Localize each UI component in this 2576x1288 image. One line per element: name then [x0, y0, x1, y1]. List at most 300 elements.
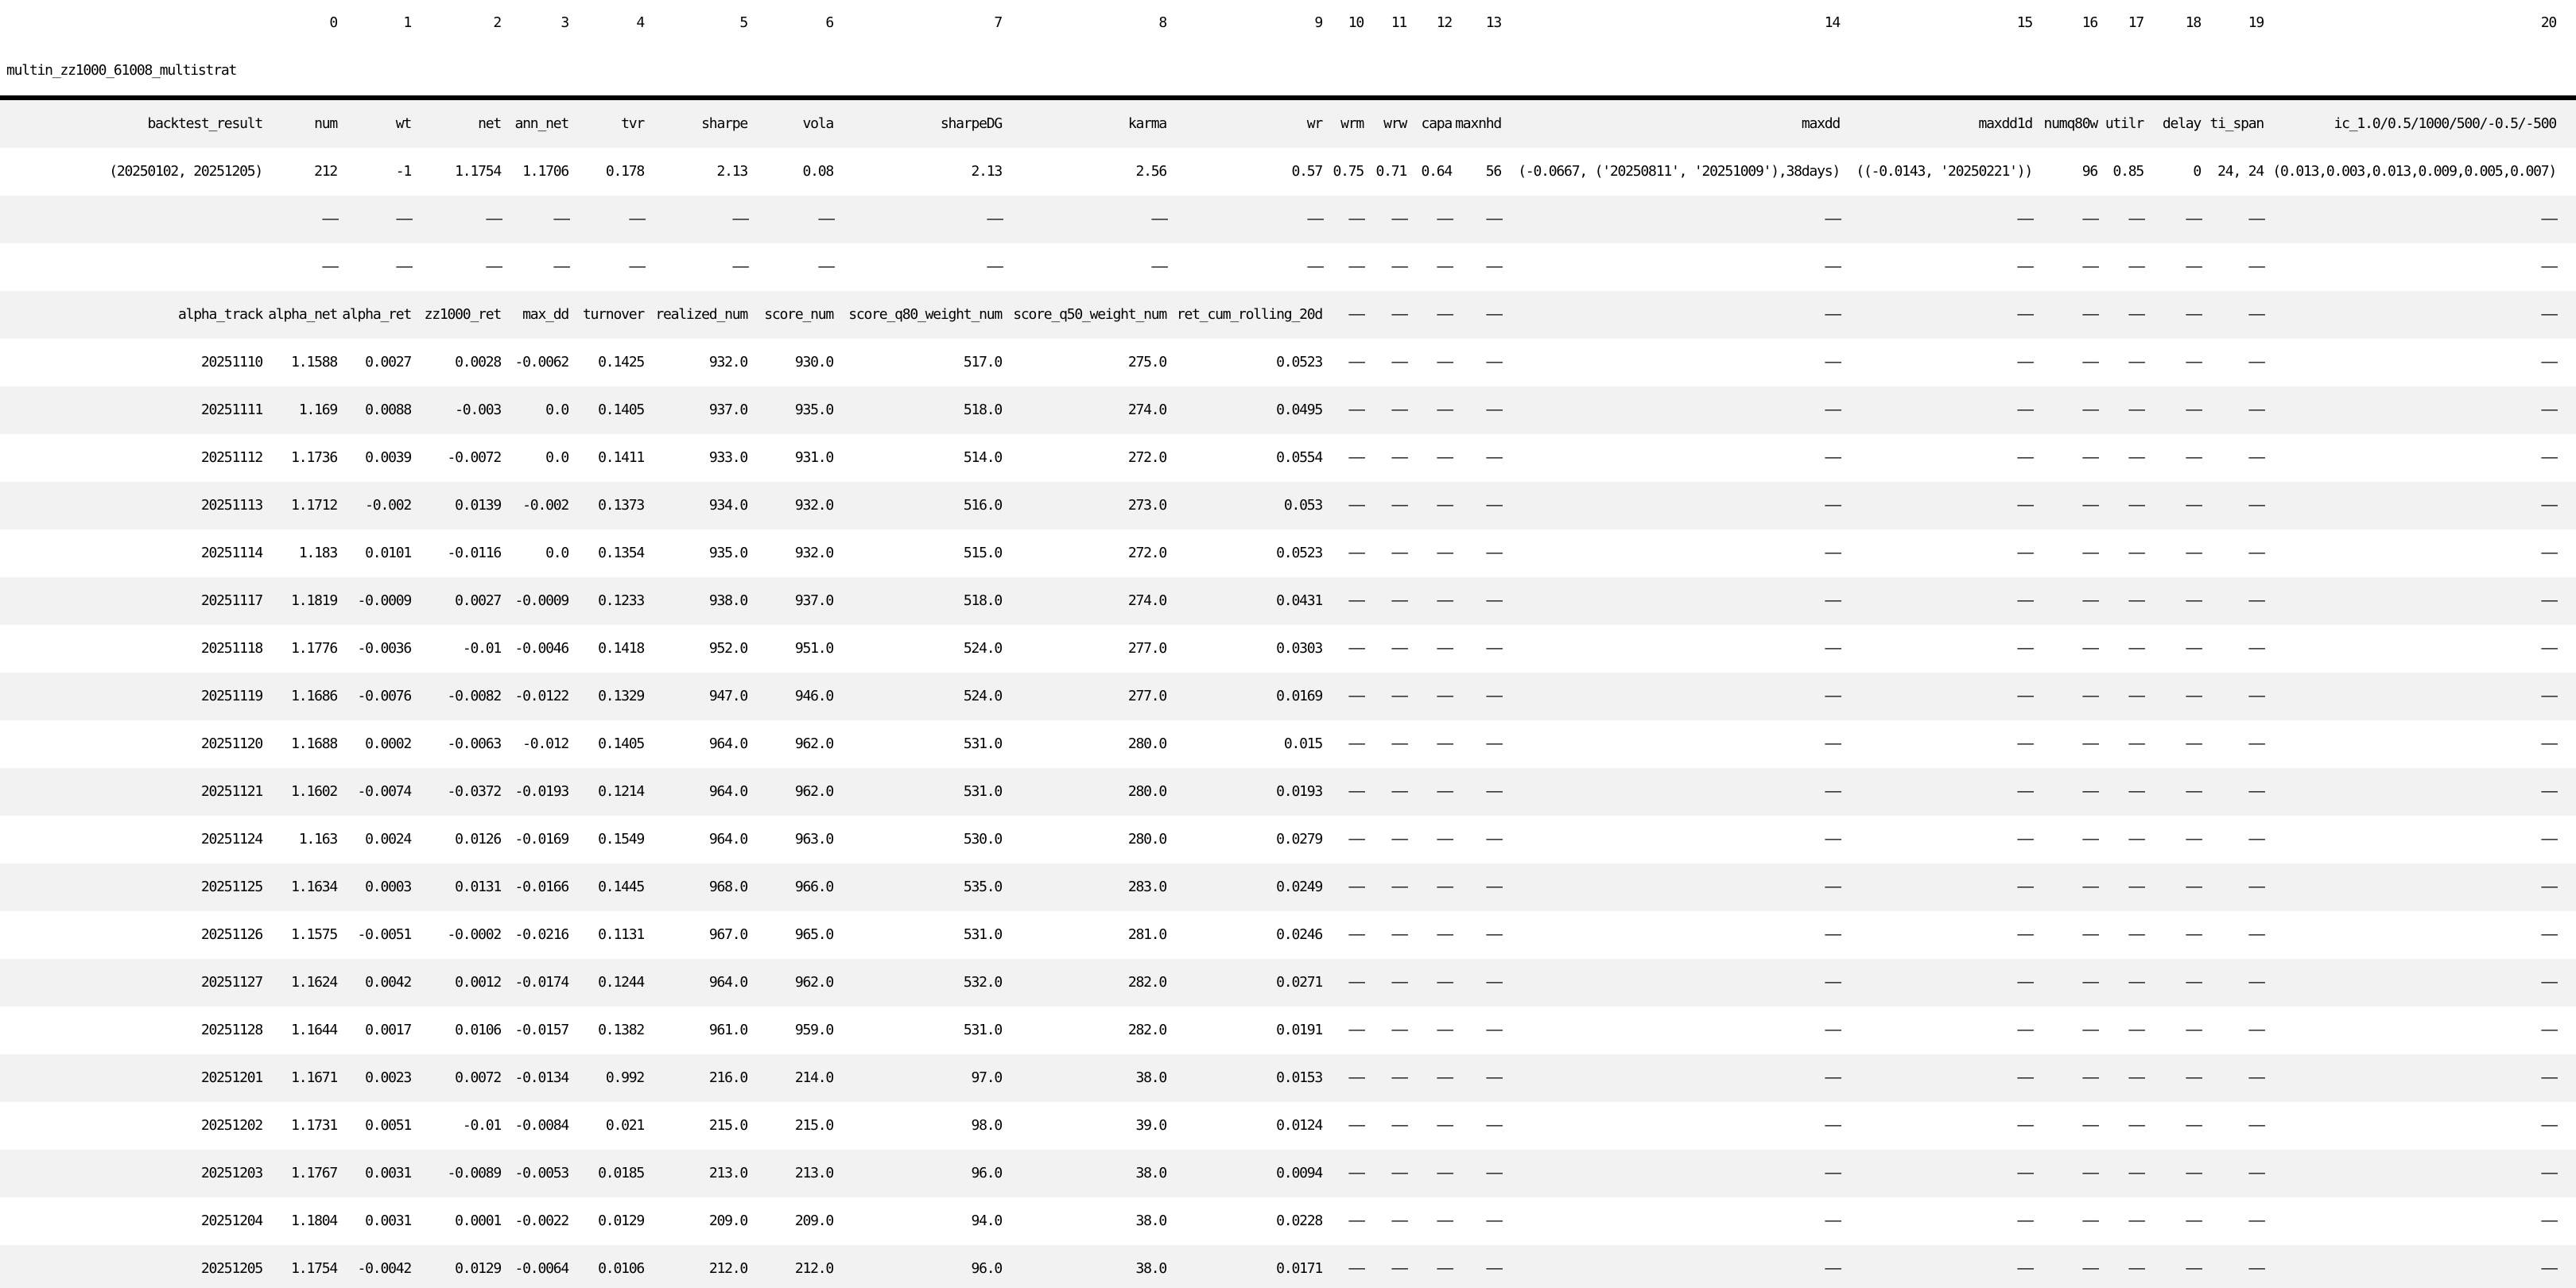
table-cell: -0.0022: [514, 1212, 568, 1229]
missing-value-dash: —: [2082, 1069, 2097, 1086]
table-cell: [568, 196, 644, 243]
table-cell: [2032, 530, 2097, 577]
missing-value-dash: —: [2128, 306, 2143, 323]
missing-value-dash: —: [2248, 1069, 2264, 1086]
missing-value-dash: —: [1391, 402, 1406, 418]
table-cell: [2143, 196, 2201, 243]
table-cell: 0.053: [1166, 482, 1322, 530]
table-cell: [2097, 673, 2143, 720]
missing-value-dash: —: [1825, 354, 1840, 370]
table-cell: [1364, 911, 1406, 959]
table-cell: [411, 196, 501, 243]
column-index-cell: [0, 0, 262, 46]
table-cell: [1364, 196, 1406, 243]
missing-value-dash: —: [1348, 831, 1364, 848]
table-cell: 532.0: [833, 959, 1002, 1007]
table-cell: 0.1445: [568, 863, 644, 911]
table-cell: 24, 24: [2217, 163, 2264, 180]
missing-value-dash: —: [1348, 1212, 1364, 1229]
missing-value-dash: —: [1825, 592, 1840, 609]
missing-value-dash: —: [2248, 1165, 2264, 1181]
missing-value-dash: —: [1348, 402, 1364, 418]
missing-value-dash: —: [2541, 1117, 2556, 1134]
table-cell: 277.0: [1127, 640, 1166, 657]
missing-value-dash: —: [1437, 640, 1452, 657]
missing-value-dash: —: [1437, 306, 1452, 323]
row-index-cell: 20251117: [0, 577, 262, 625]
missing-value-dash: —: [1391, 592, 1406, 609]
table-cell: -0.0042: [337, 1245, 411, 1288]
missing-value-dash: —: [1348, 306, 1364, 323]
missing-value-dash: —: [1391, 211, 1406, 227]
table-row: [0, 434, 2576, 482]
table-cell: [1452, 386, 1501, 434]
table-cell: [2143, 673, 2201, 720]
table-cell: 98.0: [971, 1117, 1002, 1134]
table-cell: [1364, 1007, 1406, 1054]
table-cell: 1.1819: [262, 577, 337, 625]
missing-value-dash: —: [2128, 1165, 2143, 1181]
missing-value-dash: —: [2541, 211, 2556, 227]
table-cell: 215.0: [794, 1117, 833, 1134]
table-cell: [2264, 196, 2576, 243]
table-cell: -1: [395, 163, 411, 180]
table-cell: [1840, 1245, 2032, 1288]
table-cell: [1406, 720, 1452, 768]
missing-value-dash: —: [2248, 735, 2264, 752]
table-cell: [1002, 196, 1166, 243]
table-cell: [2264, 959, 2576, 1007]
missing-value-dash: —: [2082, 306, 2097, 323]
table-cell: [1406, 816, 1452, 863]
row-index-cell: 20251113: [0, 482, 262, 530]
table-cell: [2097, 768, 2143, 816]
missing-value-dash: —: [2082, 783, 2097, 800]
missing-value-dash: —: [1825, 926, 1840, 943]
column-header: maxdd1d: [1840, 98, 2032, 148]
table-cell: 964.0: [708, 735, 747, 752]
missing-value-dash: —: [2541, 688, 2556, 704]
missing-value-dash: —: [1825, 449, 1840, 466]
table-cell: [2097, 577, 2143, 625]
table-cell: [2032, 482, 2097, 530]
table-cell: [2264, 386, 2576, 434]
column-header: numq80w: [2032, 98, 2097, 148]
table-cell: 1.1804: [291, 1212, 337, 1229]
table-cell: [1322, 339, 1364, 386]
table-cell: [1501, 530, 1840, 577]
table-cell: [2201, 1150, 2264, 1197]
missing-value-dash: —: [2017, 497, 2032, 514]
table-cell: [833, 243, 1002, 291]
table-cell: 515.0: [963, 545, 1002, 561]
missing-value-dash: —: [1825, 1212, 1840, 1229]
missing-value-dash: —: [2248, 926, 2264, 943]
row-index-cell: 20251201: [0, 1054, 262, 1102]
table-cell: 283.0: [1002, 863, 1166, 911]
table-cell: [2097, 959, 2143, 1007]
table-row: [0, 1054, 2576, 1102]
missing-value-dash: —: [1437, 688, 1452, 704]
table-cell: alpha_ret: [337, 291, 411, 339]
table-cell: 272.0: [1127, 545, 1166, 561]
table-cell: 56: [1485, 163, 1501, 180]
table-cell: [1501, 482, 1840, 530]
missing-value-dash: —: [2128, 831, 2143, 848]
table-row: [0, 196, 2576, 243]
table-cell: [2264, 291, 2576, 339]
table-cell: 39.0: [1135, 1117, 1166, 1134]
table-cell: 0.0106: [568, 1245, 644, 1288]
table-cell: 282.0: [1127, 1022, 1166, 1038]
table-cell: 0.992: [568, 1054, 644, 1102]
table-cell: [1364, 959, 1406, 1007]
table-cell: -0.0089: [411, 1150, 501, 1197]
table-cell: 38.0: [1002, 1054, 1166, 1102]
table-cell: [2097, 625, 2143, 673]
table-cell: 1.163: [298, 831, 337, 848]
table-cell: 0.0554: [1276, 449, 1322, 466]
table-cell: [2097, 291, 2143, 339]
column-index-cell: 8: [1002, 0, 1166, 46]
table-cell: [1452, 243, 1501, 291]
page-title: multin_zz1000_61008_multistrat: [0, 46, 2576, 98]
missing-value-dash: —: [2248, 449, 2264, 466]
table-cell: [2143, 434, 2201, 482]
table-cell: [1840, 196, 2032, 243]
table-cell: [1322, 291, 1364, 339]
missing-value-dash: —: [1486, 497, 1501, 514]
missing-value-dash: —: [1825, 735, 1840, 752]
missing-value-dash: —: [1825, 640, 1840, 657]
table-cell: 38.0: [1002, 1245, 1166, 1288]
column-header: num: [262, 98, 337, 148]
table-cell: [1840, 1197, 2032, 1245]
missing-value-dash: —: [2128, 211, 2143, 227]
table-cell: [2032, 959, 2097, 1007]
table-cell: [1364, 1150, 1406, 1197]
table-cell: [411, 243, 501, 291]
table-cell: 951.0: [794, 640, 833, 657]
table-cell: 38.0: [1135, 1212, 1166, 1229]
table-cell: [1452, 1007, 1501, 1054]
table-cell: [1501, 673, 1840, 720]
missing-value-dash: —: [2082, 497, 2097, 514]
table-cell: 0.0027: [365, 354, 411, 370]
title-row: [0, 46, 2576, 98]
column-index-cell: 10: [1322, 0, 1364, 46]
table-cell: [1322, 816, 1364, 863]
table-cell: [2097, 1054, 2143, 1102]
table-cell: [2032, 863, 2097, 911]
table-cell: [1322, 434, 1364, 482]
table-cell: [1406, 1197, 1452, 1245]
missing-value-dash: —: [2186, 449, 2201, 466]
missing-value-dash: —: [553, 211, 568, 227]
table-cell: [1322, 720, 1364, 768]
table-cell: [2264, 768, 2576, 816]
missing-value-dash: —: [1486, 211, 1501, 227]
table-cell: [2264, 482, 2576, 530]
missing-value-dash: —: [2128, 1260, 2143, 1277]
table-cell: [1406, 1054, 1452, 1102]
column-header: maxdd: [1501, 98, 1840, 148]
missing-value-dash: —: [2128, 640, 2143, 657]
missing-value-dash: —: [2128, 1212, 2143, 1229]
missing-value-dash: —: [2248, 497, 2264, 514]
table-cell: [2201, 720, 2264, 768]
column-header: ann_net: [501, 98, 568, 148]
missing-value-dash: —: [1486, 879, 1501, 895]
table-cell: 959.0: [794, 1022, 833, 1038]
row-index-cell: 20251121: [0, 768, 262, 816]
table-cell: -0.003: [411, 386, 501, 434]
table-cell: 0.1373: [568, 482, 644, 530]
table-cell: [2097, 482, 2143, 530]
table-cell: [1452, 863, 1501, 911]
table-cell: [1406, 1102, 1452, 1150]
missing-value-dash: —: [1486, 1212, 1501, 1229]
table-cell: [2143, 720, 2201, 768]
missing-value-dash: —: [1391, 1117, 1406, 1134]
table-cell: 214.0: [747, 1054, 833, 1102]
table-row: [0, 673, 2576, 720]
table-cell: [262, 243, 337, 291]
table-cell: 0.0002: [365, 735, 411, 752]
table-row: [0, 816, 2576, 863]
table-cell: 0.0024: [365, 831, 411, 848]
missing-value-dash: —: [2541, 974, 2556, 991]
missing-value-dash: —: [1825, 879, 1840, 895]
table-cell: [1322, 1054, 1364, 1102]
table-cell: -0.002: [501, 482, 568, 530]
missing-value-dash: —: [2541, 1069, 2556, 1086]
table-cell: 0.0031: [337, 1150, 411, 1197]
table-row: [0, 386, 2576, 434]
table-cell: 933.0: [708, 449, 747, 466]
table-cell: 0.71: [1375, 163, 1406, 180]
missing-value-dash: —: [1391, 783, 1406, 800]
table-cell: 0.0228: [1276, 1212, 1322, 1229]
missing-value-dash: —: [2541, 1212, 2556, 1229]
table-cell: [1501, 1197, 1840, 1245]
table-cell: [1002, 243, 1166, 291]
row-index-cell: 20251202: [200, 1117, 262, 1134]
table-cell: [2201, 1102, 2264, 1150]
table-cell: 962.0: [747, 768, 833, 816]
table-cell: [2143, 911, 2201, 959]
table-cell: 212: [314, 163, 337, 180]
table-cell: [2143, 530, 2201, 577]
missing-value-dash: —: [2017, 402, 2032, 418]
table-cell: [1452, 673, 1501, 720]
missing-value-dash: —: [2082, 640, 2097, 657]
missing-value-dash: —: [2248, 1022, 2264, 1038]
missing-value-dash: —: [1437, 354, 1452, 370]
table-cell: [1166, 243, 1322, 291]
table-cell: 94.0: [971, 1212, 1002, 1229]
table-cell: 280.0: [1002, 768, 1166, 816]
table-cell: 531.0: [833, 768, 1002, 816]
table-cell: [2201, 577, 2264, 625]
table-cell: 0.0031: [365, 1212, 411, 1229]
missing-value-dash: —: [1486, 258, 1501, 275]
table-cell: [2201, 243, 2264, 291]
table-cell: [1501, 959, 1840, 1007]
row-index-cell: (20250102, 20251205): [109, 163, 262, 180]
table-cell: 282.0: [1002, 959, 1166, 1007]
table-cell: 0.0124: [1276, 1117, 1322, 1134]
missing-value-dash: —: [2541, 402, 2556, 418]
missing-value-dash: —: [2541, 783, 2556, 800]
table-cell: [1501, 1245, 1840, 1288]
table-cell: [2264, 530, 2576, 577]
table-cell: [1322, 959, 1364, 1007]
table-cell: 0.0303: [1276, 640, 1322, 657]
table-cell: 1.1688: [291, 735, 337, 752]
missing-value-dash: —: [2186, 640, 2201, 657]
table-cell: 932.0: [708, 354, 747, 370]
missing-value-dash: —: [1486, 640, 1501, 657]
table-cell: 518.0: [833, 386, 1002, 434]
table-cell: [1406, 577, 1452, 625]
table-cell: [2143, 577, 2201, 625]
missing-value-dash: —: [1348, 735, 1364, 752]
missing-value-dash: —: [2082, 1165, 2097, 1181]
table-cell: -0.0036: [357, 640, 411, 657]
row-index-cell: 20251120: [200, 735, 262, 752]
table-cell: [1406, 673, 1452, 720]
table-cell: 1.1588: [291, 354, 337, 370]
table-cell: [2264, 1197, 2576, 1245]
table-cell: [2201, 768, 2264, 816]
column-index-cell: 3: [501, 0, 568, 46]
table-cell: -0.0051: [357, 926, 411, 943]
missing-value-dash: —: [2017, 735, 2032, 752]
table-cell: [1501, 1102, 1840, 1150]
table-cell: 0.0185: [568, 1150, 644, 1197]
table-cell: [2143, 482, 2201, 530]
missing-value-dash: —: [2017, 783, 2032, 800]
table-cell: 524.0: [833, 673, 1002, 720]
table-cell: 0.0106: [455, 1022, 501, 1038]
column-index-cell: 15: [1840, 0, 2032, 46]
table-cell: [2264, 339, 2576, 386]
table-cell: 0.0431: [1166, 577, 1322, 625]
table-cell: [2032, 196, 2097, 243]
table-cell: [2201, 1007, 2264, 1054]
missing-value-dash: —: [2541, 1260, 2556, 1277]
table-cell: [1406, 196, 1452, 243]
table-row: [0, 720, 2576, 768]
missing-value-dash: —: [1825, 306, 1840, 323]
table-cell: 0.0523: [1276, 545, 1322, 561]
missing-value-dash: —: [1391, 1022, 1406, 1038]
table-cell: 0.0495: [1166, 386, 1322, 434]
missing-value-dash: —: [1825, 258, 1840, 275]
table-row: [0, 291, 2576, 339]
missing-value-dash: —: [2128, 1117, 2143, 1134]
column-index-cell: 11: [1364, 0, 1406, 46]
table-cell: 1.183: [298, 545, 337, 561]
missing-value-dash: —: [2186, 1069, 2201, 1086]
table-cell: -0.0076: [337, 673, 411, 720]
table-cell: [2201, 959, 2264, 1007]
table-cell: ((-0.0143, '20250221')): [1856, 163, 2032, 180]
column-header: ic_1.0/0.5/1000/500/-0.5/-500: [2264, 98, 2576, 148]
table-row: [0, 1150, 2576, 1197]
table-cell: [1840, 816, 2032, 863]
table-cell: [2143, 1197, 2201, 1245]
missing-value-dash: —: [1391, 545, 1406, 561]
missing-value-dash: —: [2541, 1022, 2556, 1038]
table-cell: [1452, 434, 1501, 482]
table-cell: [2201, 816, 2264, 863]
missing-value-dash: —: [2017, 1165, 2032, 1181]
table-cell: 1.1575: [291, 926, 337, 943]
table-row: [0, 1007, 2576, 1054]
missing-value-dash: —: [1307, 258, 1322, 275]
column-header: sharpe: [644, 98, 747, 148]
table-cell: [2032, 1245, 2097, 1288]
table-cell: [1452, 1150, 1501, 1197]
table-cell: [2032, 1007, 2097, 1054]
table-cell: 0.08: [802, 163, 833, 180]
table-cell: [1364, 577, 1406, 625]
table-cell: [1322, 482, 1364, 530]
table-cell: [337, 196, 411, 243]
missing-value-dash: —: [2017, 592, 2032, 609]
table-cell: [1364, 243, 1406, 291]
table-cell: 0.0: [545, 545, 568, 561]
table-cell: [2143, 291, 2201, 339]
missing-value-dash: —: [2082, 592, 2097, 609]
table-cell: [2201, 673, 2264, 720]
missing-value-dash: —: [1486, 1022, 1501, 1038]
table-cell: 0.0131: [411, 863, 501, 911]
table-cell: 1.1776: [291, 640, 337, 657]
table-cell: [1364, 1197, 1406, 1245]
missing-value-dash: —: [2186, 831, 2201, 848]
table-cell: [1406, 1007, 1452, 1054]
table-cell: [1406, 1150, 1452, 1197]
column-index-cell: 20: [2264, 0, 2576, 46]
table-cell: [1840, 911, 2032, 959]
table-cell: [2032, 1197, 2097, 1245]
missing-value-dash: —: [1391, 1212, 1406, 1229]
table-cell: [2201, 530, 2264, 577]
table-cell: [1406, 291, 1452, 339]
missing-value-dash: —: [2248, 592, 2264, 609]
table-cell: 0.0171: [1166, 1245, 1322, 1288]
missing-value-dash: —: [2082, 402, 2097, 418]
table-cell: 280.0: [1127, 735, 1166, 752]
table-cell: [1501, 386, 1840, 434]
column-index-cell: 0: [262, 0, 337, 46]
table-cell: [2143, 863, 2201, 911]
table-cell: [2201, 1245, 2264, 1288]
missing-value-dash: —: [1391, 1165, 1406, 1181]
table-cell: 0.0153: [1166, 1054, 1322, 1102]
table-cell: [2201, 863, 2264, 911]
table-cell: 947.0: [644, 673, 747, 720]
table-cell: [1501, 243, 1840, 291]
missing-value-dash: —: [1486, 449, 1501, 466]
table-cell: 209.0: [794, 1212, 833, 1229]
table-cell: 967.0: [708, 926, 747, 943]
table-cell: 273.0: [1002, 482, 1166, 530]
missing-value-dash: —: [2082, 974, 2097, 991]
